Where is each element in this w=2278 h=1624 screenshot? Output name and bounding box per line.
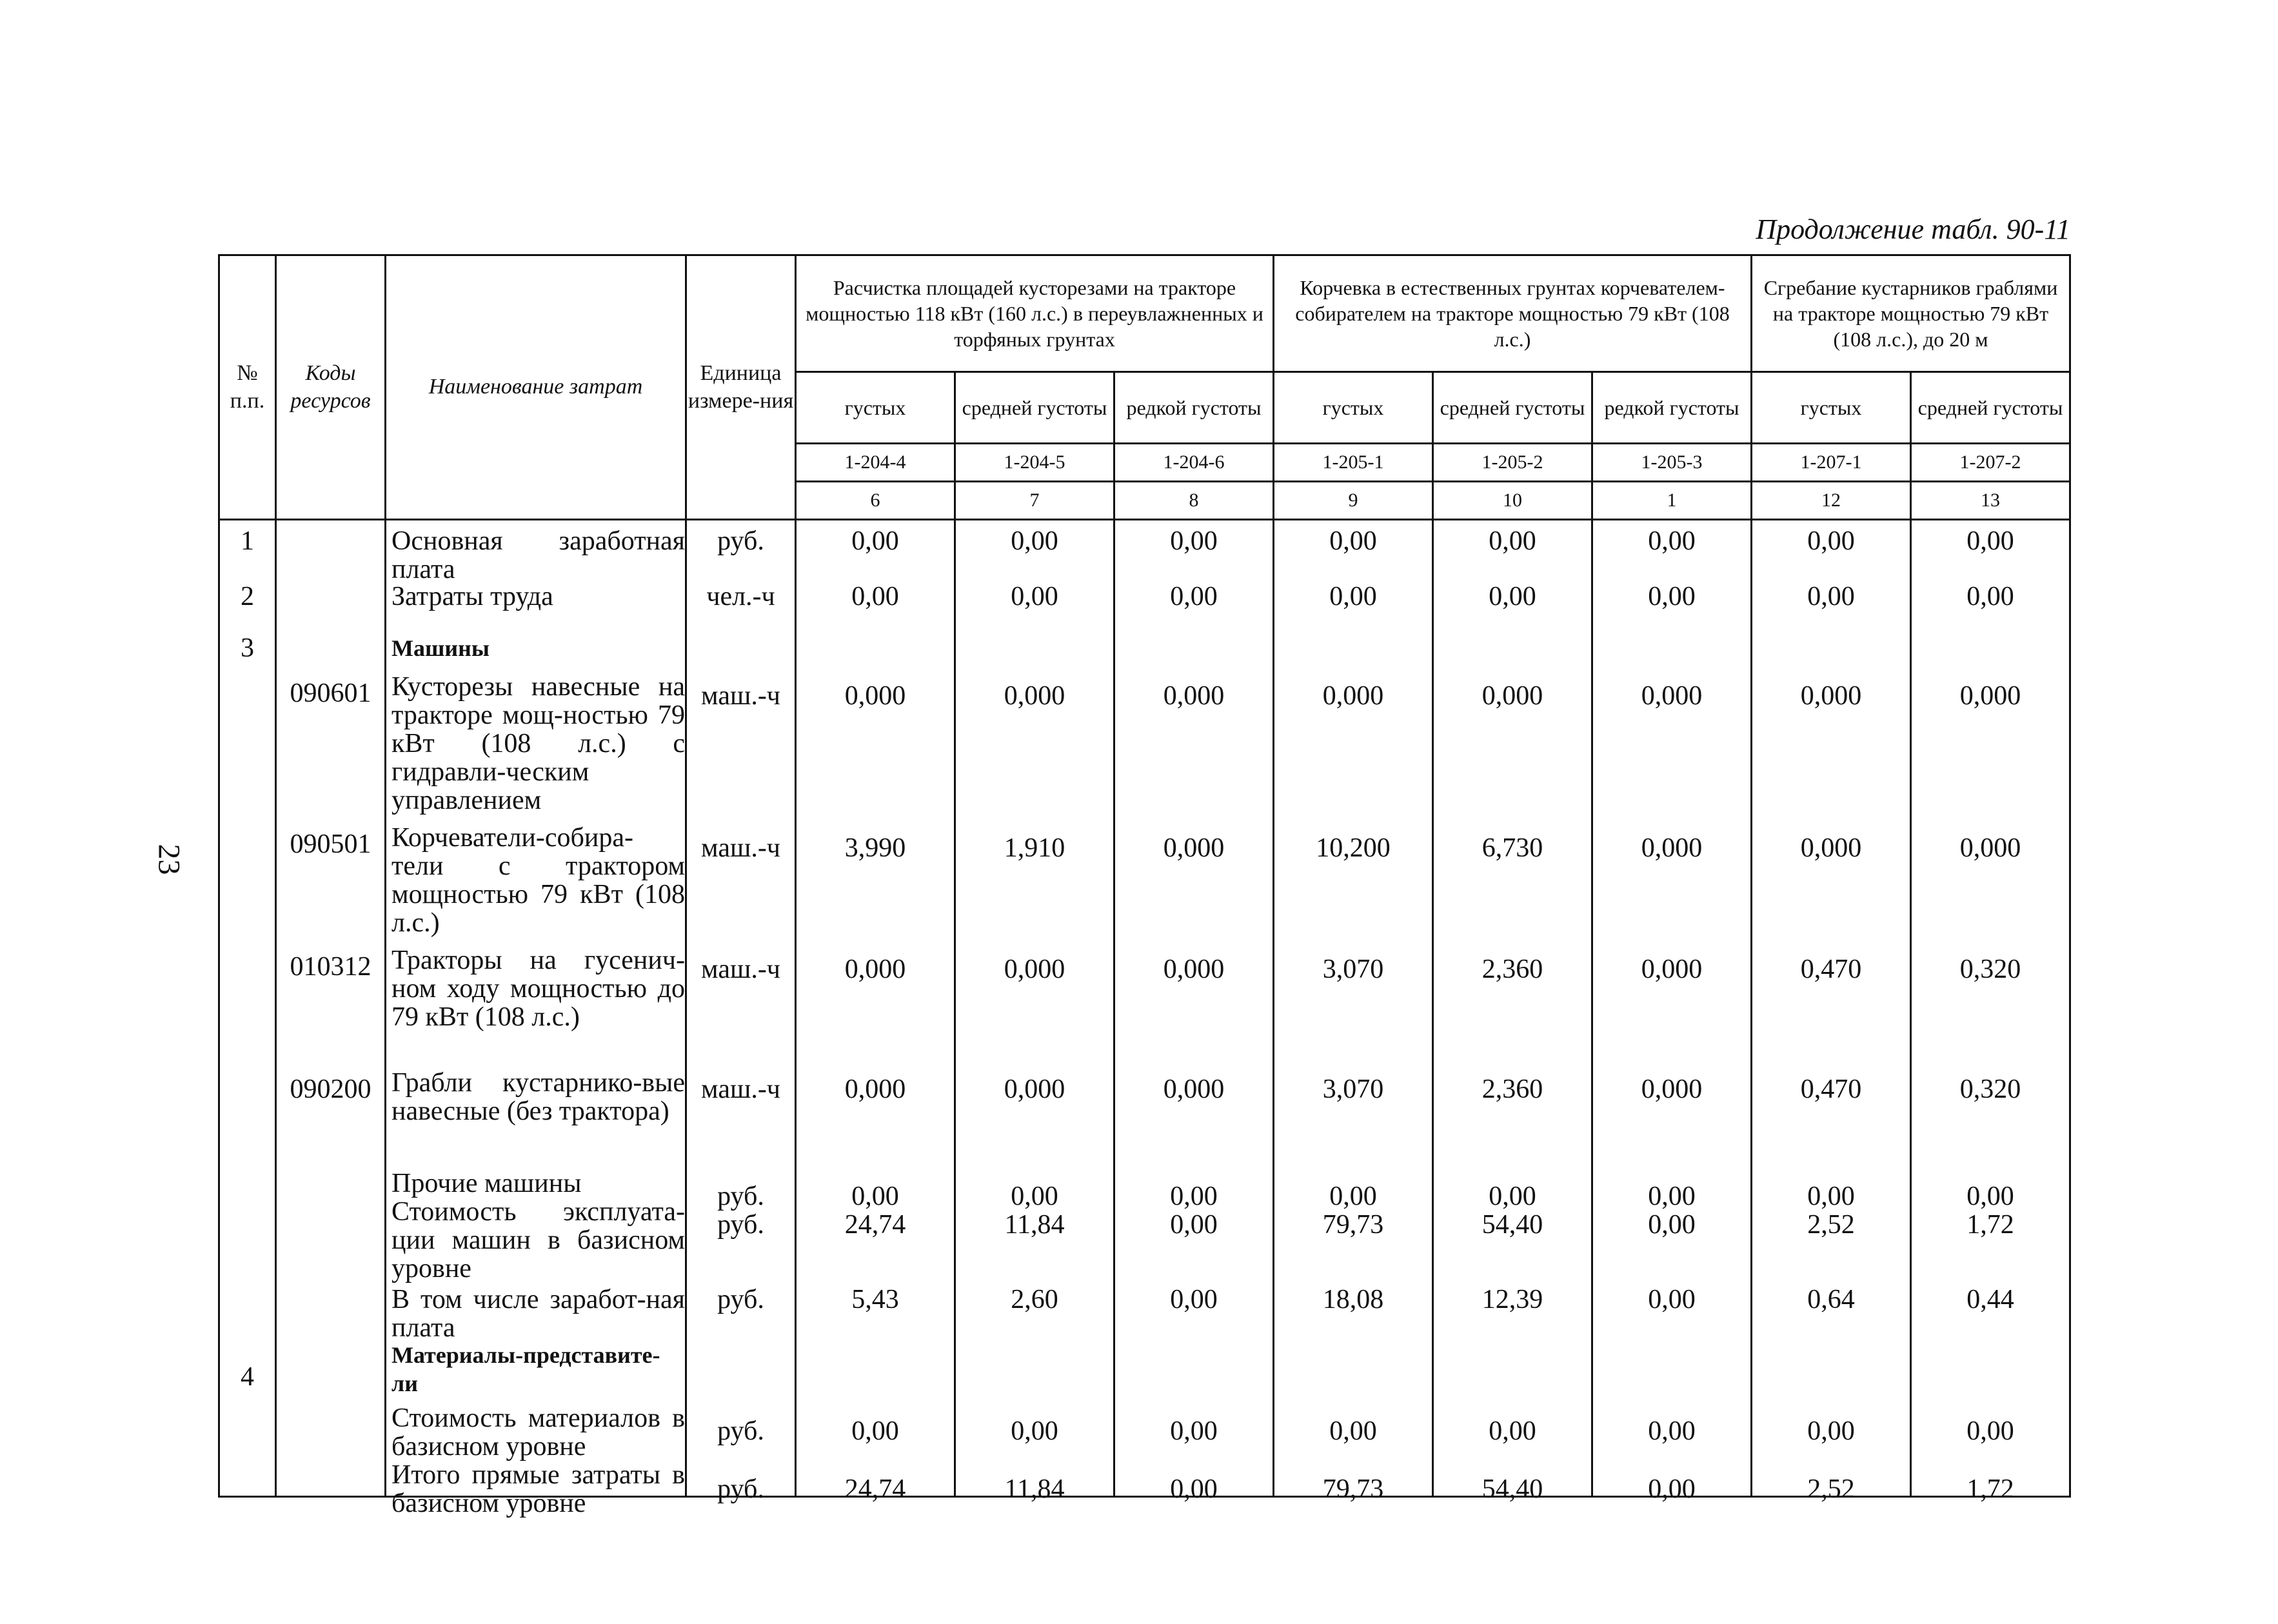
value-cell: 0,00	[1966, 582, 2014, 611]
row-number: 2	[241, 582, 254, 611]
value-cell: 0,00	[1807, 1182, 1855, 1211]
cost-item-name: Корчеватели-собира-тели с трактором мощностью 79 кВт (108 л.с.)	[391, 823, 685, 938]
column-number-3: 8	[1114, 482, 1274, 520]
value-cell: 0,00	[1966, 1182, 2014, 1211]
cost-item-name: Затраты труда	[391, 582, 553, 611]
value-cell: 0,000	[1959, 833, 2021, 863]
col-values-1	[796, 520, 955, 1504]
row-number: 1	[241, 526, 254, 556]
unit-of-measure: маш.-ч	[701, 681, 780, 711]
value-cell: 18,08	[1322, 1285, 1384, 1314]
column-number-7: 12	[1752, 482, 1911, 520]
value-cell: 11,84	[1004, 1474, 1065, 1504]
value-cell: 0,00	[1489, 1416, 1536, 1446]
unit-of-measure: руб.	[717, 1210, 764, 1240]
value-cell: 0,000	[1800, 681, 1862, 711]
column-number-5: 10	[1433, 482, 1592, 520]
value-cell: 0,00	[1966, 526, 2014, 556]
col-values-8	[1911, 520, 2070, 1504]
value-cell: 0,000	[1163, 1074, 1225, 1104]
value-cell: 0,00	[1329, 582, 1377, 611]
col-values-4	[1274, 520, 1433, 1504]
value-cell: 54,40	[1481, 1210, 1543, 1240]
value-cell: 2,360	[1481, 955, 1543, 984]
value-cell: 0,000	[1004, 1074, 1065, 1104]
value-cell: 0,44	[1966, 1285, 2014, 1314]
value-cell: 0,00	[851, 526, 899, 556]
value-cell: 0,00	[1170, 582, 1218, 611]
column-number-2: 7	[955, 482, 1114, 520]
cost-table	[218, 254, 2071, 1518]
header-group-clearing: Расчистка площадей кусторезами на тракторе мощностью 118 кВт (160 л.с.) в переувлажненных и торфяных грунтах	[796, 255, 1274, 372]
cost-item-name: Основная заработная плата	[391, 526, 685, 584]
cost-item-name: Стоимость материалов в базисном уровне	[391, 1403, 685, 1461]
value-cell: 0,000	[1641, 681, 1703, 711]
subheader-8: средней густоты	[1911, 372, 2070, 444]
column-number-1: 6	[796, 482, 955, 520]
cost-item-name: Грабли кустарнико-вые навесные (без трактора)	[391, 1068, 685, 1126]
norm-code-8: 1-207-2	[1911, 444, 2070, 482]
value-cell: 0,00	[1489, 582, 1536, 611]
resource-code: 010312	[290, 952, 371, 982]
unit-of-measure: маш.-ч	[701, 1074, 780, 1104]
value-cell: 0,00	[851, 582, 899, 611]
col-num	[219, 520, 276, 1497]
value-cell: 24,74	[844, 1474, 906, 1504]
value-cell: 0,00	[1648, 526, 1696, 556]
value-cell: 2,360	[1481, 1074, 1543, 1104]
header-group-uprooting: Корчевка в естественных грунтах корчевателем-собирателем на тракторе мощностью 79 кВт (108 л.с.)	[1274, 255, 1752, 372]
unit-of-measure: руб.	[717, 1285, 764, 1314]
value-cell: 0,00	[1648, 1416, 1696, 1446]
subheader-4: густых	[1274, 372, 1433, 444]
norm-code-3: 1-204-6	[1114, 444, 1274, 482]
value-cell: 0,000	[1641, 833, 1703, 863]
value-cell: 0,00	[1966, 1416, 2014, 1446]
value-cell: 6,730	[1481, 833, 1543, 863]
value-cell: 0,320	[1959, 955, 2021, 984]
resource-code: 090200	[290, 1074, 371, 1104]
column-number-6: 1	[1592, 482, 1752, 520]
header-unit: Единица измере-ния	[686, 255, 796, 520]
norm-code-6: 1-205-3	[1592, 444, 1752, 482]
subheader-3: редкой густоты	[1114, 372, 1274, 444]
col-codes	[276, 520, 386, 1497]
value-cell: 0,00	[1648, 1474, 1696, 1504]
value-cell: 0,00	[1011, 1182, 1058, 1211]
value-cell: 0,000	[1800, 833, 1862, 863]
header-codes: Коды ресурсов	[276, 255, 386, 520]
value-cell: 0,00	[1807, 526, 1855, 556]
column-number-8: 13	[1911, 482, 2070, 520]
value-cell: 0,00	[1170, 526, 1218, 556]
col-units	[686, 520, 796, 1504]
norm-code-4: 1-205-1	[1274, 444, 1433, 482]
col-names	[386, 520, 686, 1518]
col-values-5	[1433, 520, 1592, 1504]
value-cell: 3,070	[1322, 955, 1384, 984]
value-cell: 0,000	[1959, 681, 2021, 711]
cost-item-name: Прочие машины	[391, 1169, 582, 1198]
value-cell: 79,73	[1322, 1474, 1384, 1504]
value-cell: 0,000	[844, 1074, 906, 1104]
value-cell: 0,00	[1170, 1285, 1218, 1314]
unit-of-measure: чел.-ч	[706, 582, 775, 611]
value-cell: 1,72	[1966, 1210, 2014, 1240]
unit-of-measure: руб.	[717, 1474, 764, 1504]
value-cell: 0,000	[844, 681, 906, 711]
header-num: № п.п.	[219, 255, 276, 520]
value-cell: 12,39	[1481, 1285, 1543, 1314]
value-cell: 0,00	[1011, 582, 1058, 611]
row-number: 4	[241, 1362, 254, 1392]
value-cell: 0,00	[1807, 582, 1855, 611]
value-cell: 0,000	[1004, 955, 1065, 984]
value-cell: 3,990	[844, 833, 906, 863]
cost-item-name: Кусторезы навесные на тракторе мощ-ностью 79 кВт (108 л.с.) с гидравли-ческим управлением	[391, 672, 685, 815]
value-cell: 0,000	[1641, 1074, 1703, 1104]
cost-item-name: Стоимость эксплуата-ции машин в базисном уровне	[391, 1197, 685, 1283]
value-cell: 0,00	[1329, 1416, 1377, 1446]
row-number: 3	[241, 633, 254, 663]
column-number-4: 9	[1274, 482, 1433, 520]
value-cell: 0,00	[1489, 1182, 1536, 1211]
value-cell: 10,200	[1316, 833, 1391, 863]
value-cell: 3,070	[1322, 1074, 1384, 1104]
subheader-6: редкой густоты	[1592, 372, 1752, 444]
unit-of-measure: руб.	[717, 526, 764, 556]
value-cell: 2,52	[1807, 1474, 1855, 1504]
subheader-1: густых	[796, 372, 955, 444]
value-cell: 0,000	[1163, 833, 1225, 863]
resource-code: 090601	[290, 678, 371, 708]
value-cell: 2,60	[1011, 1285, 1058, 1314]
value-cell: 0,000	[1322, 681, 1384, 711]
value-cell: 54,40	[1481, 1474, 1543, 1504]
table-continuation-label: Продолжение табл. 90-11	[1756, 213, 2070, 245]
col-values-6	[1592, 520, 1752, 1504]
unit-of-measure: руб.	[717, 1182, 764, 1211]
value-cell: 0,00	[1648, 1210, 1696, 1240]
unit-of-measure: маш.-ч	[701, 955, 780, 984]
value-cell: 0,000	[1481, 681, 1543, 711]
value-cell: 0,000	[1163, 955, 1225, 984]
value-cell: 11,84	[1004, 1210, 1065, 1240]
cost-item-name: В том числе заработ-ная плата	[391, 1285, 685, 1343]
value-cell: 24,74	[844, 1210, 906, 1240]
value-cell: 0,470	[1800, 955, 1862, 984]
value-cell: 0,00	[1807, 1416, 1855, 1446]
value-cell: 0,00	[1170, 1210, 1218, 1240]
value-cell: 0,000	[1004, 681, 1065, 711]
value-cell: 0,470	[1800, 1074, 1862, 1104]
value-cell: 0,00	[1170, 1182, 1218, 1211]
unit-of-measure: маш.-ч	[701, 833, 780, 863]
value-cell: 1,910	[1004, 833, 1065, 863]
value-cell: 0,00	[1329, 1182, 1377, 1211]
norm-code-2: 1-204-5	[955, 444, 1114, 482]
value-cell: 0,000	[844, 955, 906, 984]
value-cell: 0,00	[1170, 1416, 1218, 1446]
value-cell: 0,00	[851, 1182, 899, 1211]
value-cell: 0,00	[1648, 1285, 1696, 1314]
value-cell: 0,000	[1163, 681, 1225, 711]
value-cell: 0,000	[1641, 955, 1703, 984]
subheader-2: средней густоты	[955, 372, 1114, 444]
page-number: 23	[152, 844, 186, 875]
unit-of-measure: руб.	[717, 1416, 764, 1446]
value-cell: 0,00	[1170, 1474, 1218, 1504]
value-cell: 0,00	[1489, 526, 1536, 556]
value-cell: 2,52	[1807, 1210, 1855, 1240]
col-values-3	[1114, 520, 1274, 1504]
norm-code-5: 1-205-2	[1433, 444, 1592, 482]
value-cell: 0,00	[1329, 526, 1377, 556]
norm-code-1: 1-204-4	[796, 444, 955, 482]
value-cell: 0,00	[1648, 582, 1696, 611]
value-cell: 79,73	[1322, 1210, 1384, 1240]
value-cell: 0,00	[1648, 1182, 1696, 1211]
value-cell: 1,72	[1966, 1474, 2014, 1504]
col-values-7	[1752, 520, 1911, 1504]
header-name: Наименование затрат	[386, 255, 686, 520]
subheader-7: густых	[1752, 372, 1911, 444]
cost-item-name: Итого прямые затраты в базисном уровне	[391, 1460, 685, 1518]
value-cell: 0,00	[1011, 526, 1058, 556]
cost-item-name: Тракторы на гусенич-ном ходу мощностью до 79 кВт (108 л.с.)	[391, 946, 685, 1032]
subheader-5: средней густоты	[1433, 372, 1592, 444]
value-cell: 0,64	[1807, 1285, 1855, 1314]
col-values-2	[955, 520, 1114, 1504]
value-cell: 5,43	[851, 1285, 899, 1314]
norm-code-7: 1-207-1	[1752, 444, 1911, 482]
value-cell: 0,00	[851, 1416, 899, 1446]
cost-item-name: Машины	[391, 635, 490, 661]
resource-code: 090501	[290, 829, 371, 859]
header-group-raking: Сгребание кустарников граблями на тракторе мощностью 79 кВт (108 л.с.), до 20 м	[1752, 255, 2070, 372]
value-cell: 0,00	[1011, 1416, 1058, 1446]
value-cell: 0,320	[1959, 1074, 2021, 1104]
cost-item-name: Материалы-представите-ли	[391, 1342, 660, 1396]
